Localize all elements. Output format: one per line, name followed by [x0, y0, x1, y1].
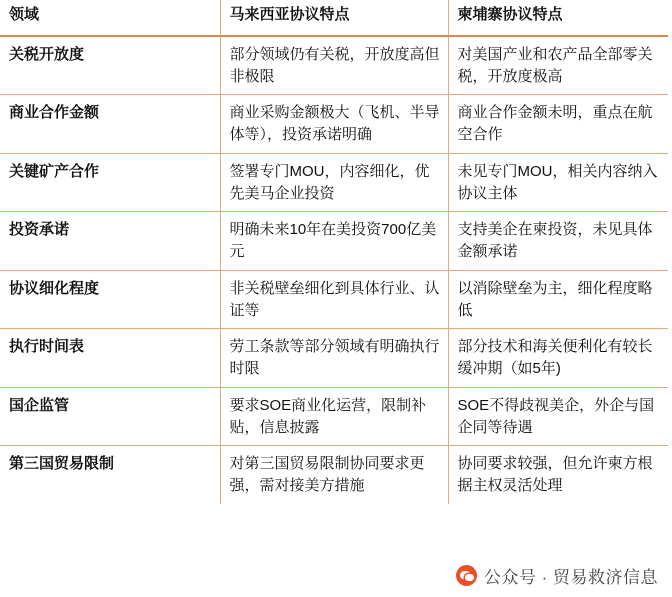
row-malaysia-text: 要求SOE商业化运营，限制补贴，信息披露	[229, 396, 427, 436]
footer-text: 公众号 · 贸易救济信息	[483, 567, 658, 587]
row-field	[0, 95, 220, 154]
row-cambodia	[448, 95, 668, 154]
column-header-malaysia-text: 马来西亚协议特点	[229, 6, 350, 23]
row-cambodia-text: 商业合作金额未明，重点在航空合作	[457, 104, 653, 143]
row-malaysia	[220, 270, 448, 329]
row-cambodia-text: 未见专门MOU，相关内容纳入协议主体	[457, 162, 658, 202]
row-field	[0, 212, 220, 271]
column-header-field	[0, 0, 220, 36]
row-malaysia-text: 部分领域仍有关税，开放度高但非极限	[229, 45, 440, 85]
row-field-text: 国企监管	[9, 396, 70, 414]
row-field	[0, 153, 220, 212]
column-header-cambodia-text: 柬埔寨协议特点	[457, 6, 563, 23]
row-field	[0, 36, 220, 95]
row-cambodia	[448, 446, 668, 504]
row-field-text: 投资承诺	[9, 221, 70, 239]
row-malaysia-text: 商业采购金额极大（飞机、半导体等），投资承诺明确	[229, 104, 440, 143]
row-field-text: 商业合作金额	[9, 104, 100, 122]
row-cambodia-text: 支持美企在柬投资，未见具体金额承诺	[457, 221, 653, 260]
row-malaysia	[220, 95, 448, 154]
table-row	[0, 387, 668, 446]
row-field-text: 执行时间表	[9, 338, 85, 356]
row-cambodia-text: 对美国产业和农产品全部零关税，开放度极高	[457, 45, 653, 85]
table-body	[0, 36, 668, 504]
table-row	[0, 329, 668, 388]
footer-inner	[456, 563, 658, 588]
row-cambodia-text: 协同要求较强，但允许柬方根据主权灵活处理	[457, 455, 653, 494]
row-malaysia	[220, 446, 448, 504]
column-header-field-text: 领域	[9, 6, 40, 23]
column-header-cambodia	[448, 0, 668, 36]
table-row	[0, 36, 668, 95]
row-cambodia-text: 部分技术和海关便利化有较长缓冲期（如5年)	[457, 338, 653, 377]
column-header-malaysia	[220, 0, 448, 36]
row-cambodia	[448, 387, 668, 446]
row-cambodia	[448, 36, 668, 95]
row-malaysia-text: 明确未来10年在美投资700亿美元	[229, 221, 437, 260]
row-malaysia	[220, 153, 448, 212]
table-row	[0, 153, 668, 212]
table-row	[0, 270, 668, 329]
row-malaysia	[220, 36, 448, 95]
table-header-row	[0, 0, 668, 36]
row-field-text: 关键矿产合作	[9, 162, 100, 180]
row-malaysia-text: 劳工条款等部分领域有明确执行时限	[229, 338, 440, 377]
table-row	[0, 446, 668, 504]
row-malaysia-text: 签署专门MOU，内容细化，优先美马企业投资	[229, 162, 430, 202]
row-field-text: 第三国贸易限制	[9, 455, 115, 473]
row-field	[0, 446, 220, 504]
row-field	[0, 329, 220, 388]
row-field	[0, 270, 220, 329]
row-cambodia	[448, 329, 668, 388]
row-malaysia-text: 对第三国贸易限制协同要求更强，需对接美方措施	[229, 455, 425, 494]
row-cambodia	[448, 270, 668, 329]
row-cambodia	[448, 212, 668, 271]
row-malaysia	[220, 387, 448, 446]
row-cambodia-text: 以消除壁垒为主，细化程度略低	[457, 279, 653, 319]
table-row	[0, 212, 668, 271]
row-field	[0, 387, 220, 446]
row-malaysia	[220, 212, 448, 271]
row-malaysia-text: 非关税壁垒细化到具体行业、认证等	[229, 279, 440, 319]
row-malaysia	[220, 329, 448, 388]
row-field-text: 关税开放度	[9, 45, 85, 63]
wechat-icon	[456, 565, 477, 586]
table-header	[0, 0, 668, 36]
row-field-text: 协议细化程度	[9, 279, 100, 297]
footer-watermark	[0, 553, 672, 597]
row-cambodia	[448, 153, 668, 212]
row-cambodia-text: SOE不得歧视美企，外企与国企同等待遇	[457, 396, 655, 436]
table-row	[0, 95, 668, 154]
